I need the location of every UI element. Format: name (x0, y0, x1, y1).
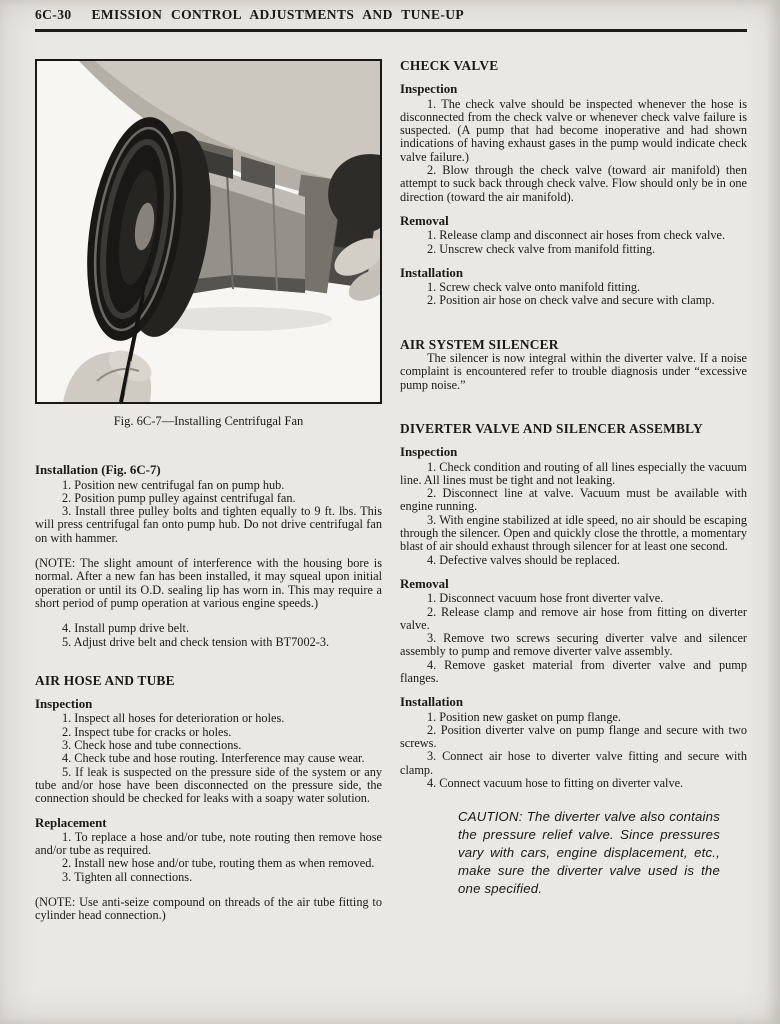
step-item: 4. Install pump drive belt. (62, 621, 190, 636)
note-interference: (NOTE: The slight amount of interference with the housing bore is normal. After a new fan has been installed, it may squeal upon initial operation or until its O.D. sealing lip has worn in. This may require a short period of pump operation at various engine speeds.) (35, 556, 382, 610)
heading-air-hose-and-tube: AIR HOSE AND TUBE (35, 672, 175, 688)
figure-caption: Fig. 6C-7—Installing Centrifugal Fan (113, 414, 304, 428)
step-item: 2. Release clamp and remove air hose from fitting on diverter valve. (400, 604, 747, 632)
step-item: 2. Position pump pulley against centrifugal fan. (62, 490, 296, 505)
step-item: 4. Defective valves should be replaced. (427, 552, 620, 567)
step-item: 2. Unscrew check valve from manifold fitting. (427, 241, 656, 256)
heading-inspection-check-valve: Inspection (400, 82, 458, 97)
step-item: 4. Check tube and hose routing. Interference may cause wear. (62, 751, 365, 766)
step-item: 3. Check hose and tube connections. (62, 738, 242, 753)
step-item: 2. Position diverter valve on pump flange and secure with two screws. (400, 722, 747, 751)
two-column-layout (35, 57, 747, 935)
centrifugal-fan-photo-illustration (37, 61, 380, 402)
left-column (35, 57, 382, 935)
step-item: 3. Tighten all connections. (62, 869, 193, 884)
paragraph-silencer: The silencer is now integral within the diverter valve. If a noise complaint is encountered refer to trouble diagnosis under “excessive pump noise.” (400, 351, 747, 392)
heading-installation-fig-6c7: Installation (Fig. 6C-7) (35, 463, 161, 478)
step-item: 2. Install new hose and/or tube, routing them as when removed. (62, 856, 375, 871)
step-item: 1. Check condition and routing of all lines especially the vacuum line. All lines must be tight and not leaking. (400, 459, 747, 487)
step-item: 3. Connect air hose to diverter valve fitting and secure with clamp. (400, 749, 747, 777)
step-item: 1. Release clamp and disconnect air hoses from check valve. (427, 228, 726, 243)
step-item: 1. Disconnect vacuum hose front diverter valve. (427, 591, 664, 606)
heading-installation-diverter: Installation (400, 695, 464, 710)
step-item: 2. Blow through the check valve (toward air manifold) then attempt to suck back through check valve. Flow should only be in one direction (toward the air manifold). (400, 163, 747, 204)
header-rule (35, 29, 747, 32)
heading-air-system-silencer: AIR SYSTEM SILENCER (400, 336, 559, 352)
step-item: 4. Remove gasket material from diverter valve and pump flanges. (400, 657, 747, 685)
figure-6c7 (35, 59, 382, 428)
step-item: 5. Adjust drive belt and check tension with BT7002-3. (62, 634, 330, 649)
step-item: 3. Install three pulley bolts and tighten equally to 9 ft. lbs. This will press centrifugal fan onto pump hub. Do not drive centrifugal fan on with hammer. (35, 504, 382, 545)
heading-inspection-diverter: Inspection (400, 445, 458, 460)
step-item: 2. Inspect tube for cracks or holes. (62, 724, 232, 739)
step-item: 3. Remove two screws securing diverter valve and silencer assembly to pump and remove diverter valve assembly. (400, 631, 747, 659)
page-title: EMISSION CONTROL ADJUSTMENTS AND TUNE-UP (91, 7, 465, 22)
page-number: 6C-30 (35, 7, 72, 22)
heading-inspection-air-hose: Inspection (35, 697, 93, 712)
step-item: 1. Position new centrifugal fan on pump hub. (62, 477, 285, 492)
step-item: 3. With engine stabilized at idle speed, no air should be escaping through the silencer. Open and quickly close the throttle, a momentary blast of air should exhaust through silencer for at least one second. (400, 512, 747, 554)
step-item: 2. Disconnect line at valve. Vacuum must be available with engine running. (400, 486, 747, 514)
right-column (400, 57, 747, 935)
heading-installation-check-valve: Installation (400, 265, 464, 280)
figure-photo (35, 59, 382, 404)
step-item: 1. The check valve should be inspected whenever the hose is disconnected from the check valve or whenever check valve failure is suspected. (A pump that had become inoperative and had shown indications of having exhaust gases in the pump would indicate check valve failure.) (400, 96, 747, 164)
heading-replacement: Replacement (35, 815, 107, 830)
step-item: 1. Position new gasket on pump flange. (427, 709, 621, 724)
step-item: 1. To replace a hose and/or tube, note routing then remove hose and/or tube as required. (35, 829, 382, 858)
step-item: 5. If leak is suspected on the pressure side of the system or any tube and/or hose have been disconnected on the pressure side, the connection should be checked for leaks with a soapy water solution. (35, 764, 382, 806)
heading-diverter-valve-assembly: DIVERTER VALVE AND SILENCER ASSEMBLY (400, 420, 703, 436)
note-anti-seize: (NOTE: Use anti-seize compound on threads of the air tube fitting to cylinder head connection.) (35, 895, 382, 923)
heading-removal-diverter: Removal (400, 576, 449, 591)
step-item: 1. Screw check valve onto manifold fitting. (427, 280, 641, 295)
step-item: 4. Connect vacuum hose to fitting on diverter valve. (427, 776, 684, 791)
step-item: 1. Inspect all hoses for deterioration or holes. (62, 711, 285, 726)
page-header (35, 7, 747, 23)
heading-removal-check-valve: Removal (400, 213, 449, 228)
step-item: 2. Position air hose on check valve and secure with clamp. (427, 293, 715, 308)
heading-check-valve: CHECK VALVE (400, 58, 499, 73)
caution-block: CAUTION: The diverter valve also contains the pressure relief valve. Since pressures vary with cars, engine displacement, etc., make sure the diverter valve used is the one specified. (458, 809, 720, 897)
